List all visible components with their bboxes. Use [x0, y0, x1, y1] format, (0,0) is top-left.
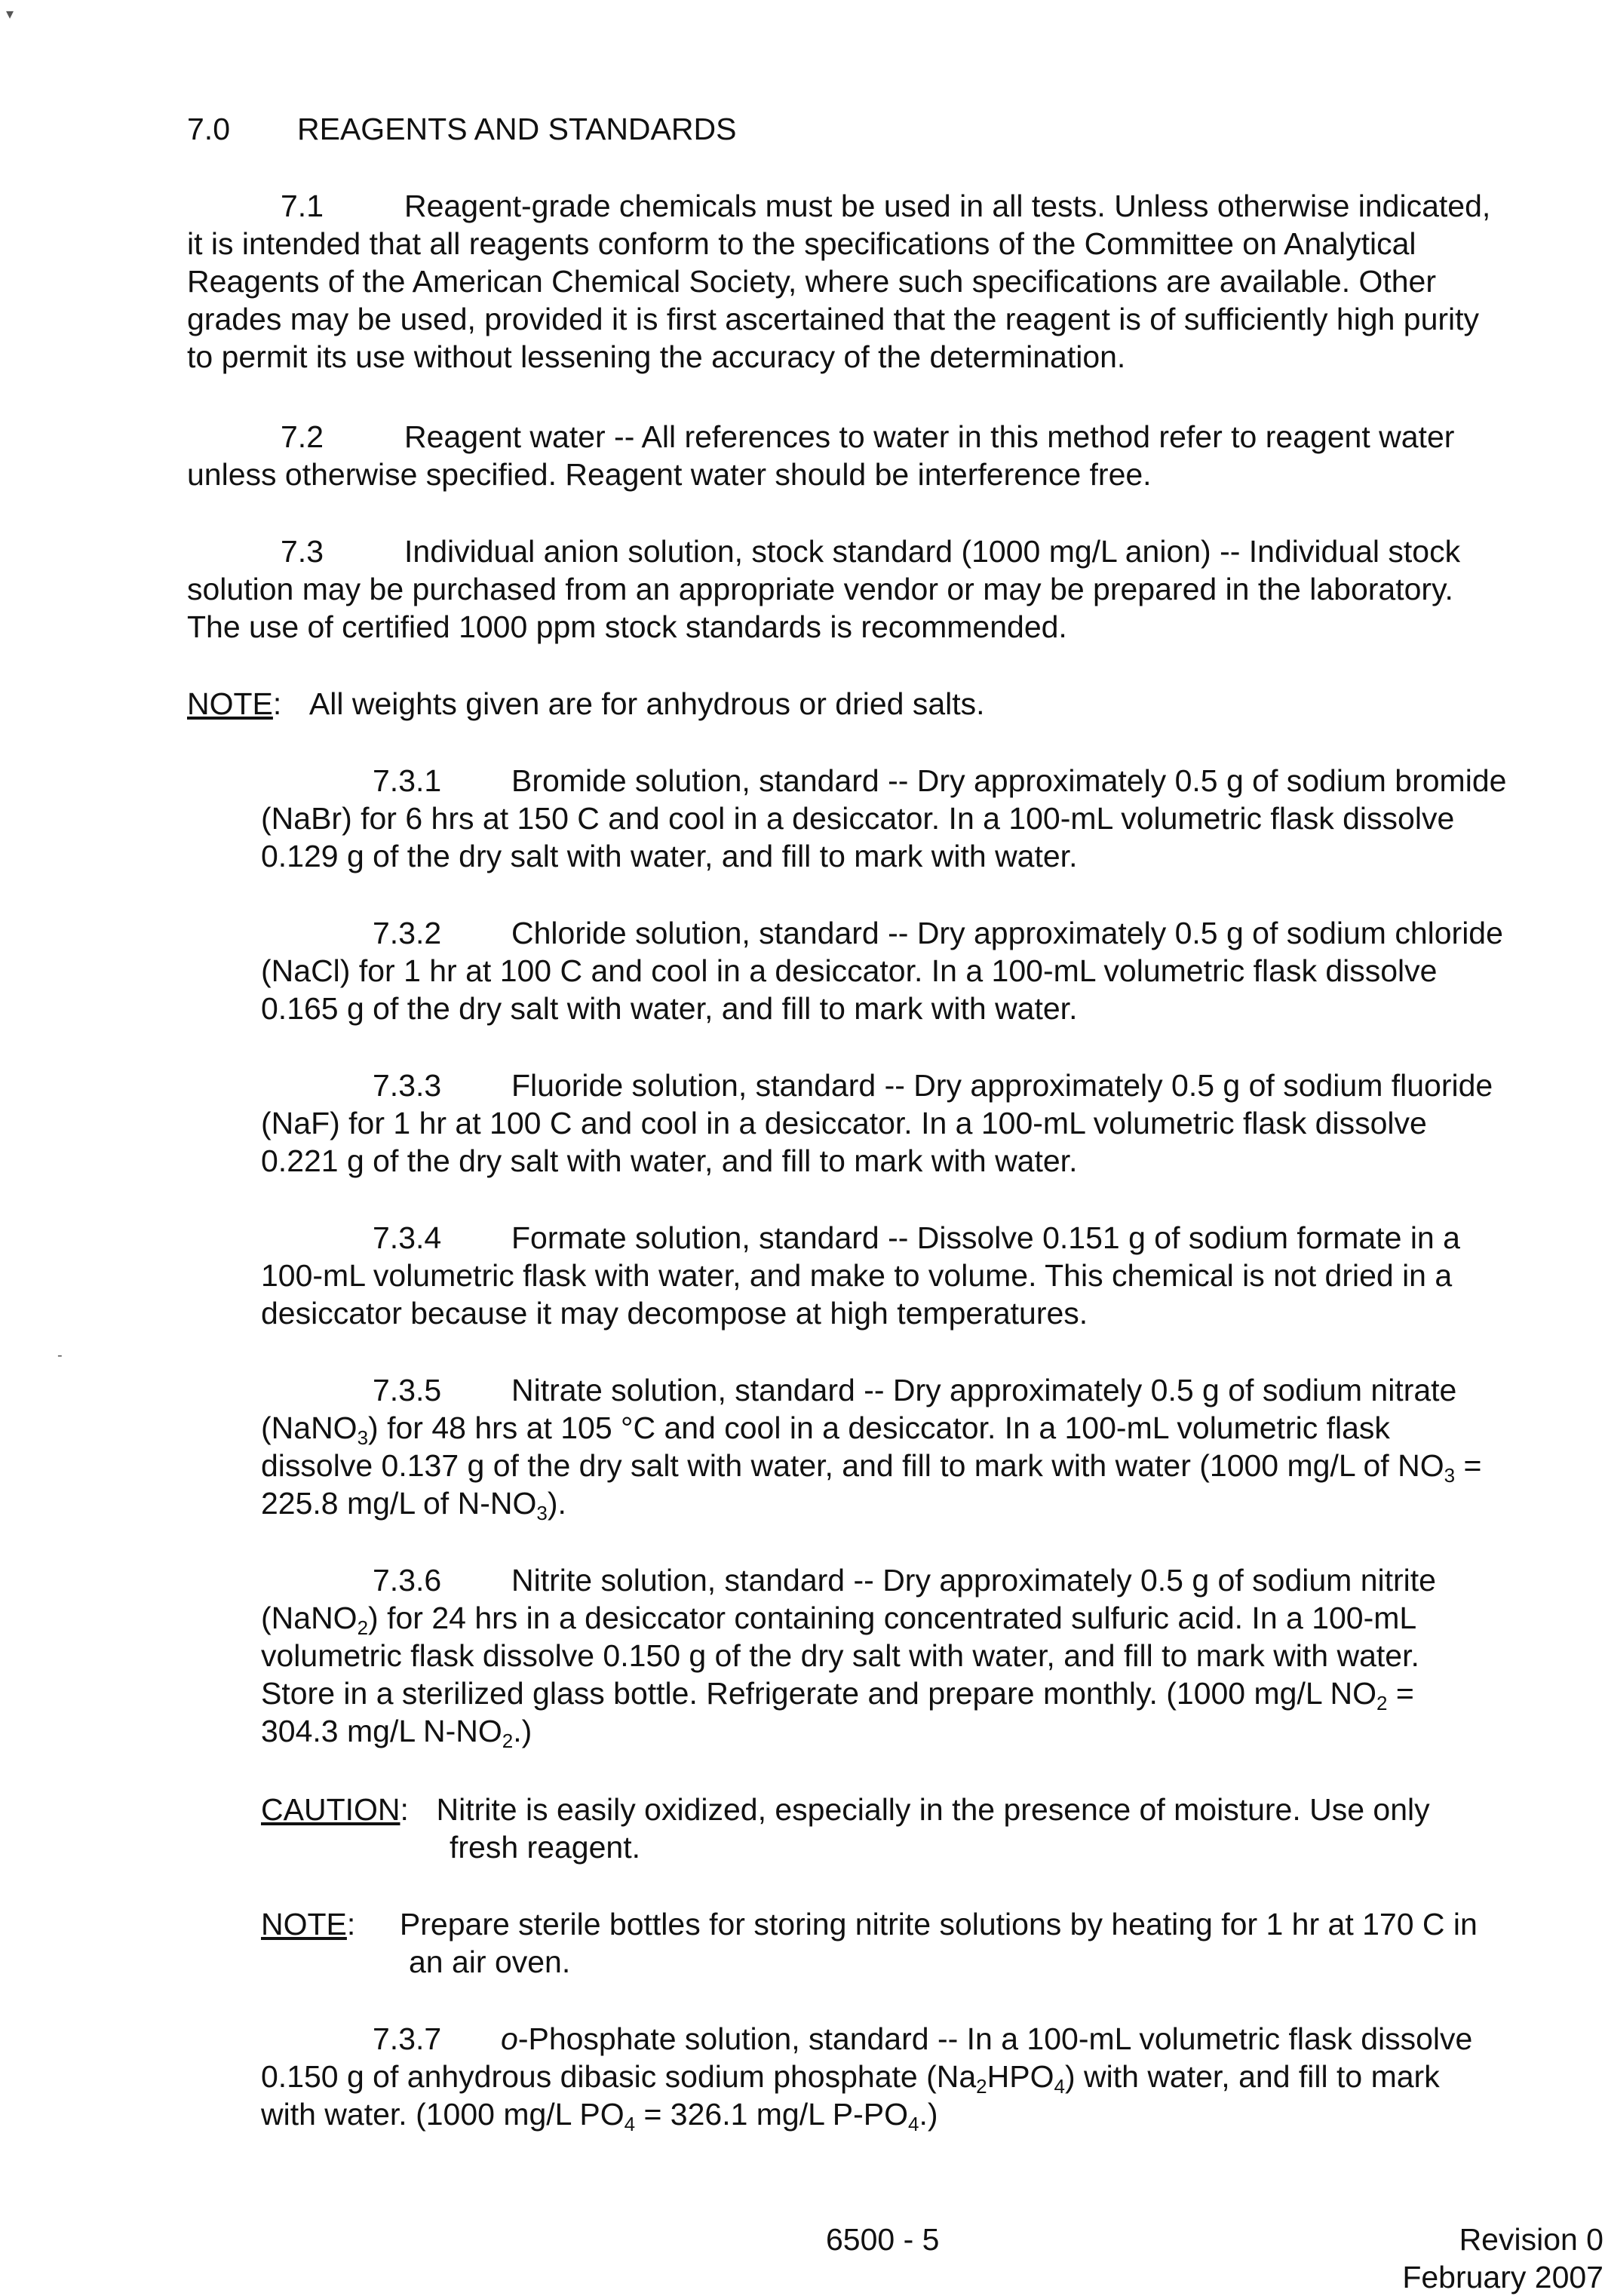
page-number: 6500 - 5: [826, 2222, 940, 2257]
text-line: 304.3 mg/L $N-NO_2$.): [261, 1714, 532, 1752]
revision-date: February 2007: [1402, 2260, 1603, 2294]
text-line: desiccator because it may decompose at high temperatures.: [261, 1296, 1088, 1331]
caution-text: fresh reagent.: [450, 1830, 640, 1865]
text-line: -Phosphate solution, standard -- In a 100-mL volumetric flask dissolve: [517, 2021, 1473, 2056]
text-line: (NaF) for 1 hr at 100 C and cool in a desiccator. In a 100-mL volumetric flask dissolve: [261, 1106, 1427, 1140]
text-line: The use of certified 1000 ppm stock standards is recommended.: [187, 609, 1067, 644]
number-7-3: 7.3: [281, 534, 324, 569]
text-line: grades may be used, provided it is first ascertained that the reagent is of sufficiently high purity: [187, 302, 1480, 336]
text-line: Store in a sterilized glass bottle. Refrigerate and prepare monthly. (1000 mg/L $NO_2$ =: [261, 1676, 1414, 1714]
text-line: 0.165 g of the dry salt with water, and fill to mark with water.: [261, 991, 1078, 1026]
text-line: 0.221 g of the dry salt with water, and fill to mark with water.: [261, 1143, 1078, 1178]
text-line: to permit its use without lessening the accuracy of the determination.: [187, 339, 1126, 374]
text-line: Reagent-grade chemicals must be used in all tests. Unless otherwise indicated,: [404, 189, 1491, 223]
note-text: an air oven.: [409, 1945, 571, 1979]
note-weights: NOTE: All weights given are for anhydrous or dried salts.: [187, 686, 985, 721]
text-line: (NaNO$_3$) for 48 hrs at 105 °C and cool in a desiccator. In a 100-mL volumetric flask: [261, 1410, 1390, 1449]
text-line: solution may be purchased from an appropriate vendor or may be prepared in the laboratory.: [187, 572, 1453, 606]
number-7-3-6: 7.3.6: [373, 1563, 442, 1598]
text-line: Individual anion solution, stock standard (1000 mg/L anion) -- Individual stock: [404, 534, 1461, 569]
number-7-3-5: 7.3.5: [373, 1373, 442, 1407]
text-line: Chloride solution, standard -- Dry approximately 0.5 g of sodium chloride: [511, 916, 1503, 950]
heading-number: 7.0: [187, 112, 230, 146]
text-line: 0.150 g of anhydrous dibasic sodium phosphate $(Na_2HPO_4)$ with water, and fill to mark: [261, 2059, 1440, 2098]
number-7-3-2: 7.3.2: [373, 916, 442, 950]
text-line: it is intended that all reagents conform to the specifications of the Committee on Analytical: [187, 226, 1416, 261]
note-label: NOTE: [187, 686, 273, 721]
number-7-1: 7.1: [281, 189, 324, 223]
paragraph-7-3-1: [261, 762, 1506, 875]
text-line: 0.129 g of the dry salt with water, and fill to mark with water.: [261, 839, 1078, 873]
text-line: (NaBr) for 6 hrs at 150 C and cool in a desiccator. In a 100-mL volumetric flask dissolve: [261, 801, 1455, 836]
text-line: 225.8 mg/L of $N-NO_3$).: [261, 1486, 566, 1524]
text-line: Nitrite solution, standard -- Dry approximately 0.5 g of sodium nitrite: [511, 1563, 1436, 1598]
paragraph-7-2: [187, 418, 1454, 493]
text-line: (NaNO$_2$) for 24 hrs in a desiccator containing concentrated sulfuric acid. In a 100-mL: [261, 1601, 1417, 1639]
note-sterile-bottles: NOTE: Prepare sterile bottles for storing nitrite solutions by heating for 1 hr at 170 C in an air oven.: [261, 1907, 1478, 1979]
text-line: 100-mL volumetric flask with water, and make to volume. This chemical is not dried in a: [261, 1258, 1453, 1293]
paragraph-7-3-2: [261, 914, 1503, 1027]
number-7-3-7: 7.3.7: [373, 2021, 442, 2056]
paragraph-7-3-4: [261, 1219, 1460, 1332]
text-line: Nitrate solution, standard -- Dry approximately 0.5 g of sodium nitrate: [511, 1373, 1457, 1407]
note-label: NOTE: [261, 1907, 347, 1941]
paragraph-7-1: [187, 187, 1490, 376]
text-line: unless otherwise specified. Reagent water should be interference free.: [187, 457, 1152, 492]
revision-info: [1402, 2221, 1603, 2296]
number-7-3-3: 7.3.3: [373, 1068, 442, 1103]
number-7-3-4: 7.3.4: [373, 1220, 442, 1255]
note-text: Prepare sterile bottles for storing nitrite solutions by heating for 1 hr at 170 C in: [399, 1907, 1478, 1941]
text-line: dissolve 0.137 g of the dry salt with water, and fill to mark with water (1000 mg/L of $NO_3$ =: [261, 1448, 1482, 1487]
paragraph-7-3-3: [261, 1067, 1493, 1180]
section-heading: [187, 110, 736, 148]
text-line: with water. (1000 mg/L $PO_4 = 326.1$ mg/L $P-PO_4$.): [261, 2097, 938, 2135]
text-line: volumetric flask dissolve 0.150 g of the dry salt with water, and fill to mark with water.: [261, 1638, 1419, 1673]
heading-title: REAGENTS AND STANDARDS: [297, 112, 737, 146]
caution-text: Nitrite is easily oxidized, especially in the presence of moisture. Use only: [436, 1792, 1430, 1827]
text-line: Reagents of the American Chemical Society, where such specifications are available. Other: [187, 264, 1437, 299]
text-line: Formate solution, standard -- Dissolve 0.151 g of sodium formate in a: [511, 1220, 1460, 1255]
caution-note: CAUTION: Nitrite is easily oxidized, especially in the presence of moisture. Use only fresh reagent.: [261, 1792, 1430, 1865]
paragraph-7-3-5: [261, 1371, 1481, 1522]
caution-label: CAUTION: [261, 1792, 400, 1827]
paragraph-7-3-6: [261, 1561, 1436, 1750]
paragraph-7-3: [187, 533, 1460, 646]
number-7-2: 7.2: [281, 419, 324, 454]
note-text: All weights given are for anhydrous or dried salts.: [308, 686, 985, 721]
text-line: Fluoride solution, standard -- Dry approximately 0.5 g of sodium fluoride: [511, 1068, 1493, 1103]
text-line: Bromide solution, standard -- Dry approximately 0.5 g of sodium bromide: [511, 763, 1507, 798]
text-line: Reagent water -- All references to water in this method refer to reagent water: [404, 419, 1455, 454]
revision-label: Revision 0: [1459, 2222, 1603, 2257]
scan-speck: -: [57, 1347, 63, 1364]
number-7-3-1: 7.3.1: [373, 763, 442, 798]
text-line: (NaCl) for 1 hr at 100 C and cool in a desiccator. In a 100-mL volumetric flask dissolve: [261, 953, 1438, 988]
scan-speck: ▾: [6, 6, 14, 23]
paragraph-7-3-7: 7.3.7 o-Phosphate solution, standard -- In a 100-mL volumetric flask dissolve 0.150 g of anhydrous dibasic sodium phosphate $(Na_2HPO_4)$ with water, and fill to mark with water. (1000 mg/L $PO_4 = 326.1$ mg/L $P-PO_4$.): [261, 2021, 1473, 2135]
